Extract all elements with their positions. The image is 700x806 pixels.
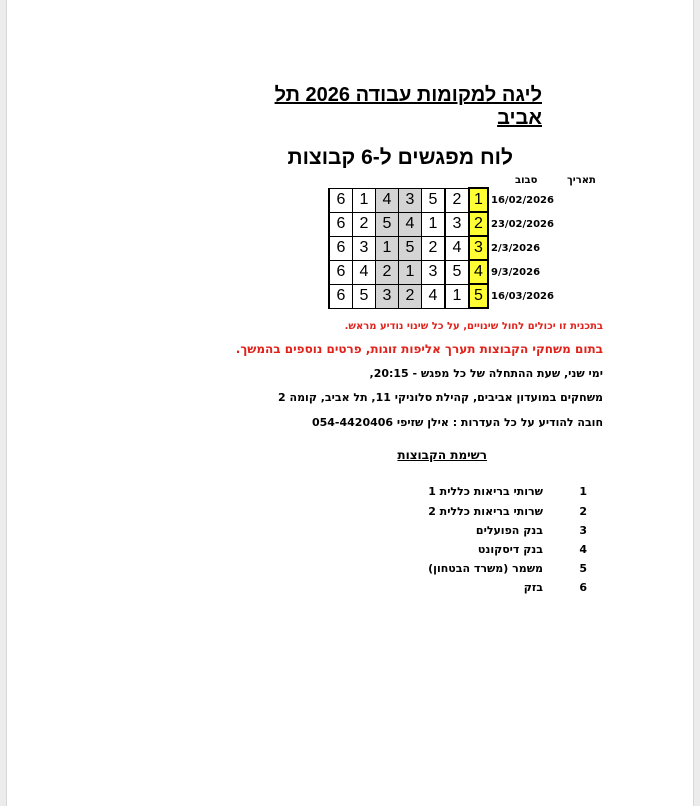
date-header: תאריך xyxy=(567,175,596,186)
schedule-team-cell: 1 xyxy=(422,212,446,236)
team-number: 1 xyxy=(579,485,587,498)
schedule-row xyxy=(329,284,559,308)
schedule-round: 5 xyxy=(469,284,488,308)
schedule-team-cell: 6 xyxy=(329,212,353,236)
schedule-row xyxy=(329,212,559,236)
schedule-team-cell: 4 xyxy=(422,284,446,308)
cup-notice: בתום משחקי הקבוצות תערך אליפות זוגות, פרטים נוספים בהמשך. xyxy=(235,342,603,356)
schedule-round: 3 xyxy=(469,236,488,260)
schedule-team-cell: 1 xyxy=(353,188,376,212)
schedule-table xyxy=(328,187,559,309)
schedule-team-cell: 5 xyxy=(376,212,399,236)
schedule-team-cell: 1 xyxy=(376,236,399,260)
schedule-team-cell: 3 xyxy=(399,188,422,212)
schedule-team-cell: 1 xyxy=(445,284,469,308)
schedule-team-cell: 2 xyxy=(445,188,469,212)
schedule-team-cell: 1 xyxy=(399,260,422,284)
schedule-team-cell: 2 xyxy=(353,212,376,236)
round-header: סבוב xyxy=(515,175,538,186)
schedule-team-cell: 3 xyxy=(376,284,399,308)
document-page xyxy=(6,0,694,806)
schedule-team-cell: 4 xyxy=(376,188,399,212)
schedule-date: 2/3/2026 xyxy=(491,242,541,254)
schedule-team-cell: 3 xyxy=(422,260,446,284)
team-number: 5 xyxy=(579,562,587,575)
schedule-team-cell: 5 xyxy=(445,260,469,284)
schedule-team-cell: 4 xyxy=(445,236,469,260)
schedule-team-cell: 5 xyxy=(399,236,422,260)
team-item xyxy=(387,505,587,523)
team-item xyxy=(387,524,587,542)
schedule-date: 16/02/2026 xyxy=(491,194,554,206)
schedule-title: לוח מפגשים ל-6 קבוצות xyxy=(287,146,513,169)
venue-line: משחקים במועדון אביבים, קהילת סלוניקי 11, תל אביב, קומה 2 xyxy=(278,391,603,404)
team-item xyxy=(387,485,587,503)
schedule-date: 16/03/2026 xyxy=(491,290,554,302)
schedule-round: 4 xyxy=(469,260,488,284)
contact-line: חובה להודיע על כל העדרות : אילן שזיפי 054-4420406 xyxy=(311,416,603,429)
schedule-team-cell: 3 xyxy=(353,236,376,260)
team-name: בנק הפועלים xyxy=(475,524,543,537)
schedule-team-cell: 6 xyxy=(329,236,353,260)
schedule-date: 23/02/2026 xyxy=(491,218,554,230)
schedule-team-cell: 4 xyxy=(399,212,422,236)
schedule-team-cell: 2 xyxy=(376,260,399,284)
schedule-team-cell: 5 xyxy=(422,188,446,212)
change-notice: בתכנית זו יכולים לחול שינויים, על כל שינוי נודיע מראש. xyxy=(344,321,603,332)
schedule-row xyxy=(329,260,559,284)
schedule-row xyxy=(329,188,559,212)
schedule-team-cell: 3 xyxy=(445,212,469,236)
team-name: משמר (משרד הבטחון) xyxy=(428,562,543,575)
schedule-team-cell: 6 xyxy=(329,188,353,212)
time-line: ימי שני, שעת ההתחלה של כל מפגש - 20:15, xyxy=(369,367,603,380)
team-name: שרותי בריאות כללית 1 xyxy=(428,485,543,498)
team-number: 6 xyxy=(579,581,587,594)
teams-title: רשימת הקבוצות xyxy=(397,448,487,462)
schedule-row xyxy=(329,236,559,260)
schedule-date: 9/3/2026 xyxy=(491,266,541,278)
team-item xyxy=(387,562,587,580)
team-item xyxy=(387,543,587,561)
team-number: 4 xyxy=(579,543,587,556)
schedule-team-cell: 5 xyxy=(353,284,376,308)
schedule-team-cell: 6 xyxy=(329,260,353,284)
schedule-round: 1 xyxy=(469,188,488,212)
team-number: 3 xyxy=(579,524,587,537)
team-item xyxy=(387,581,587,599)
schedule-team-cell: 2 xyxy=(399,284,422,308)
schedule-team-cell: 6 xyxy=(329,284,353,308)
team-name: בנק דיסקונט xyxy=(477,543,543,556)
team-number: 2 xyxy=(579,505,587,518)
page-title: ליגה למקומות עבודה 2026 תל אביב xyxy=(274,84,542,129)
team-name: בזק xyxy=(523,581,543,594)
schedule-round: 2 xyxy=(469,212,488,236)
schedule-team-cell: 2 xyxy=(422,236,446,260)
schedule-team-cell: 4 xyxy=(353,260,376,284)
team-name: שרותי בריאות כללית 2 xyxy=(428,505,543,518)
